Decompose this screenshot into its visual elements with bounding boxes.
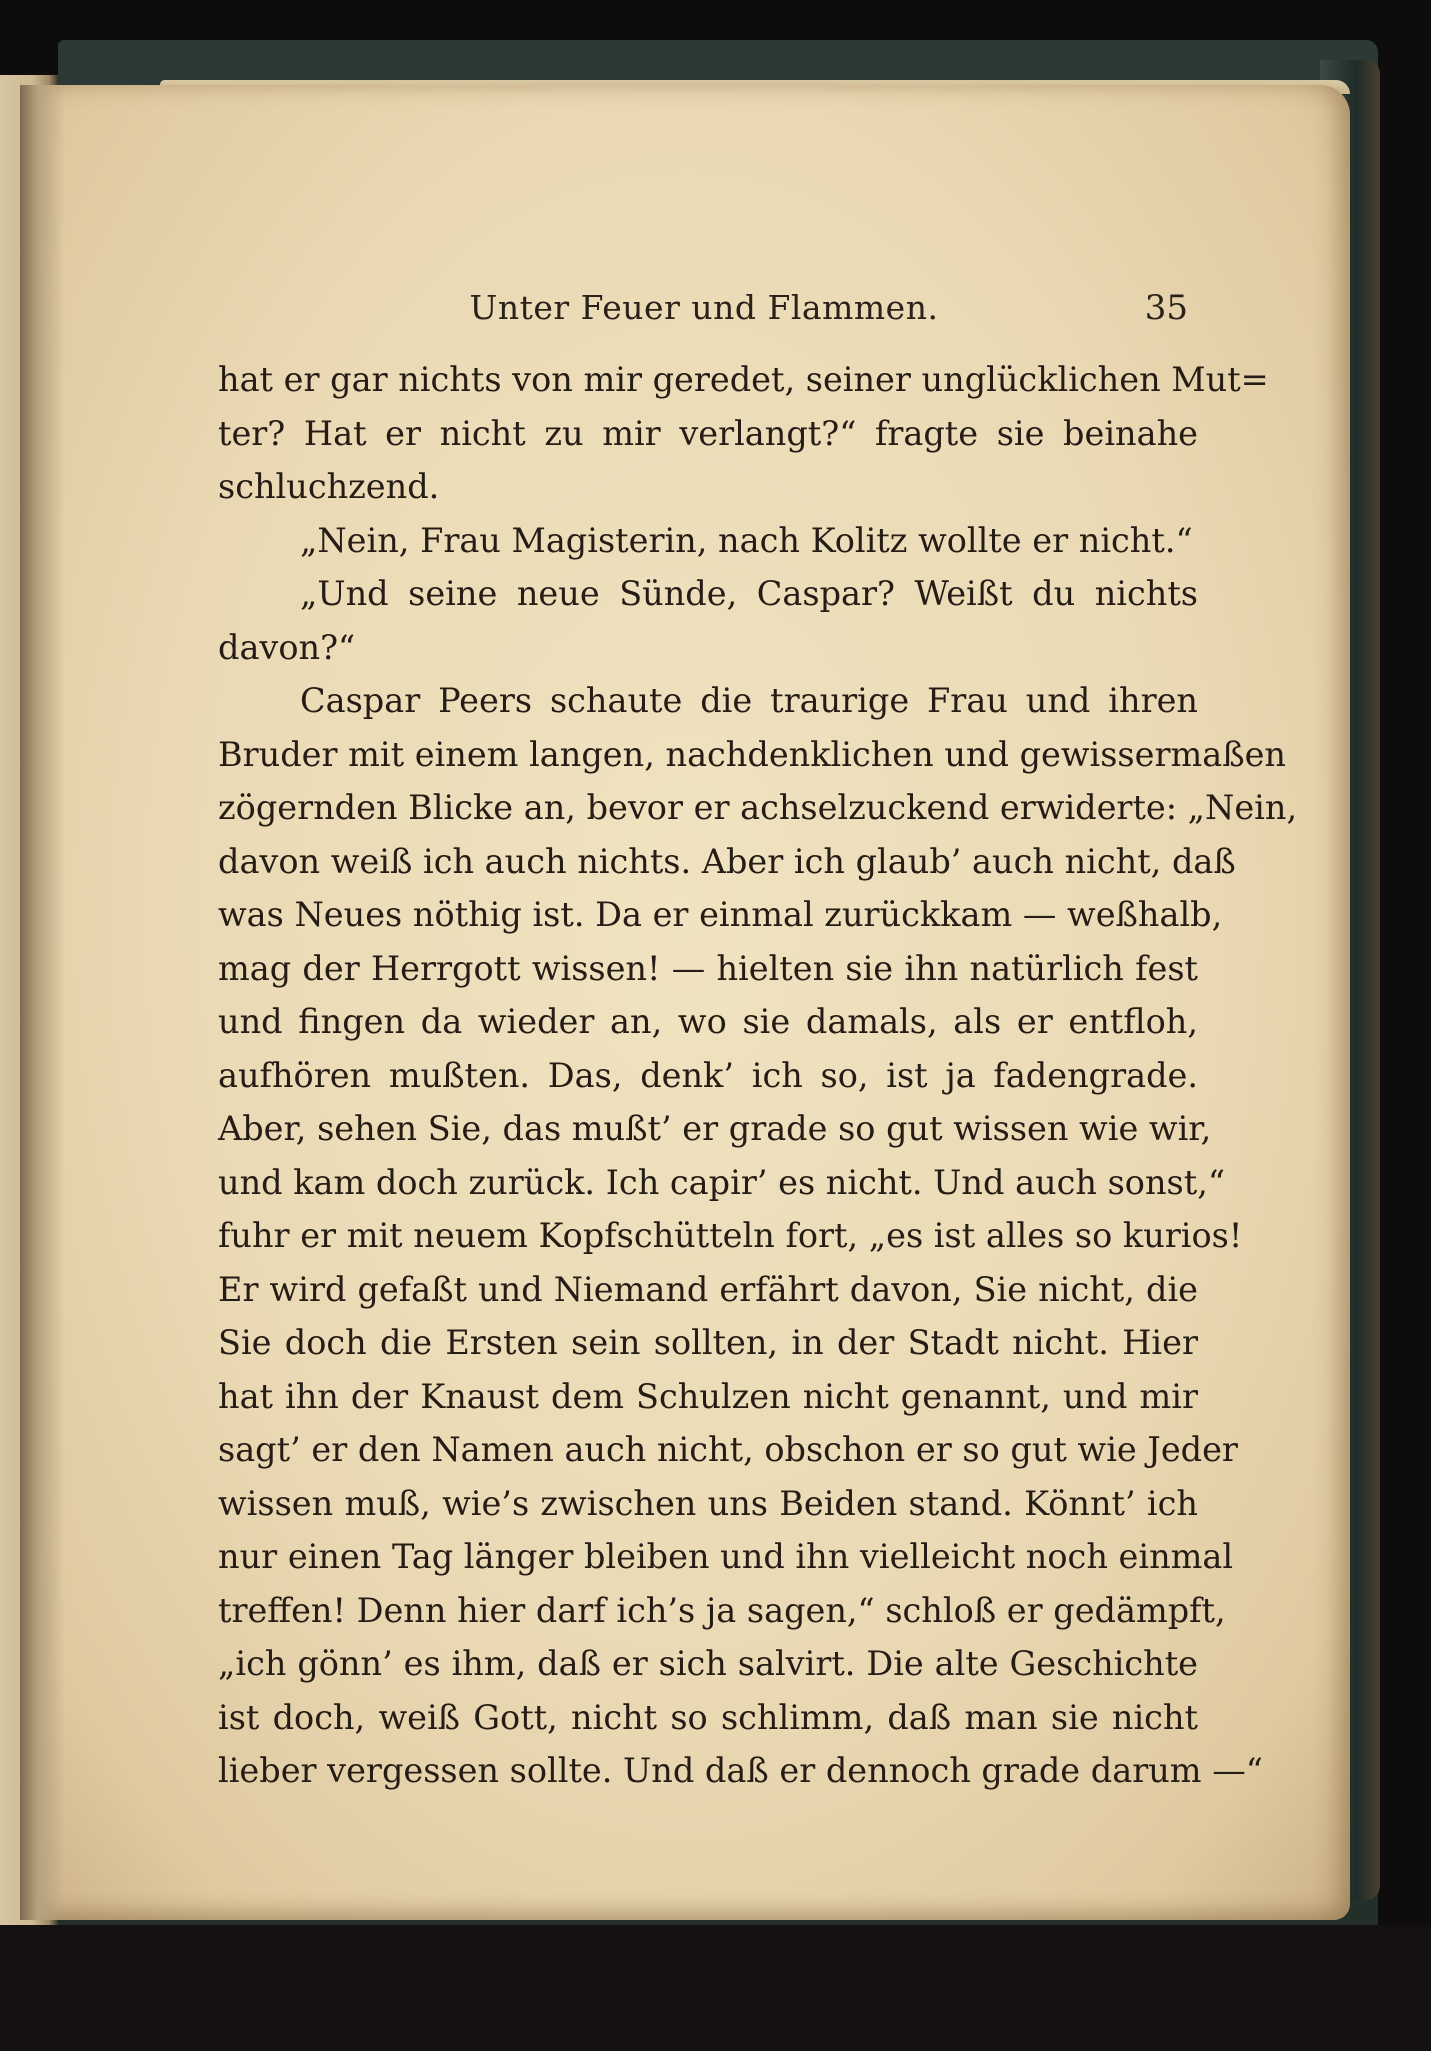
text-line: hat er gar nichts von mir geredet, seiner unglücklichen Mut= xyxy=(218,360,1269,399)
text-line: wissen muß, wie’s zwischen uns Beiden stand. Könnt’ ich xyxy=(218,1483,1198,1523)
running-head: Unter Feuer und Flammen. xyxy=(469,288,939,327)
text-line: was Neues nöthig ist. Da er einmal zurückkam — weßhalb, xyxy=(218,895,1223,934)
text-line: Er wird gefaßt und Niemand erfährt davon, Sie nicht, die xyxy=(218,1269,1198,1309)
text-line: und fingen da wieder an, wo sie damals, als er entfloh, xyxy=(218,1002,1198,1041)
text-line: schluchzend. xyxy=(218,467,440,506)
page-number: 35 xyxy=(1144,288,1188,328)
text-line: „ich gönn’ es ihm, daß er sich salvirt. Die alte Geschichte xyxy=(218,1644,1198,1683)
text-line: „Und seine neue Sünde, Caspar? Weißt du nichts xyxy=(300,574,1198,613)
text-line: hat ihn der Knaust dem Schulzen nicht genannt, und mir xyxy=(218,1376,1198,1416)
text-line: ist doch, weiß Gott, nicht so schlimm, daß man sie nicht xyxy=(218,1697,1198,1737)
text-line: davon?“ xyxy=(218,627,356,667)
text-line: aufhören mußten. Das, denk’ ich so, ist ja fadengrade. xyxy=(218,1055,1198,1095)
text-line: zögernden Blicke an, bevor er achselzuckend erwiderte: „Nein, xyxy=(218,788,1298,827)
text-line: Sie doch die Ersten sein sollten, in der Stadt nicht. Hier xyxy=(218,1323,1198,1362)
text-line: mag der Herrgott wissen! — hielten sie ihn natürlich fest xyxy=(218,948,1198,988)
body-text xyxy=(218,353,1298,1798)
text-line: und kam doch zurück. Ich capir’ es nicht. Und auch sonst,“ xyxy=(218,1162,1225,1202)
text-line: Caspar Peers schaute die traurige Frau und ihren xyxy=(300,681,1198,720)
page-gutter xyxy=(20,85,65,1920)
text-line: nur einen Tag länger bleiben und ihn vielleicht noch einmal xyxy=(218,1537,1234,1576)
text-line: fuhr er mit neuem Kopfschütteln fort, „es ist alles so kurios! xyxy=(218,1216,1243,1255)
text-line: lieber vergessen sollte. Und daß er dennoch grade darum —“ xyxy=(218,1751,1263,1790)
text-line: ter? Hat er nicht zu mir verlangt?“ fragte sie beinahe xyxy=(218,413,1198,453)
text-line: Bruder mit einem langen, nachdenklichen und gewissermaßen xyxy=(218,734,1286,774)
page-header xyxy=(220,288,1188,336)
text-line: „Nein, Frau Magisterin, nach Kolitz wollte er nicht.“ xyxy=(300,520,1193,560)
text-line: sagt’ er den Namen auch nicht, obschon er so gut wie Jeder xyxy=(218,1430,1238,1469)
text-line: Aber, sehen Sie, das mußt’ er grade so gut wissen wie wir, xyxy=(218,1109,1212,1148)
text-line: davon weiß ich auch nichts. Aber ich glaub’ auch nicht, daß xyxy=(218,841,1236,881)
background xyxy=(0,1925,1431,2051)
text-line: treffen! Denn hier darf ich’s ja sagen,“ schloß er gedämpft, xyxy=(218,1590,1226,1630)
